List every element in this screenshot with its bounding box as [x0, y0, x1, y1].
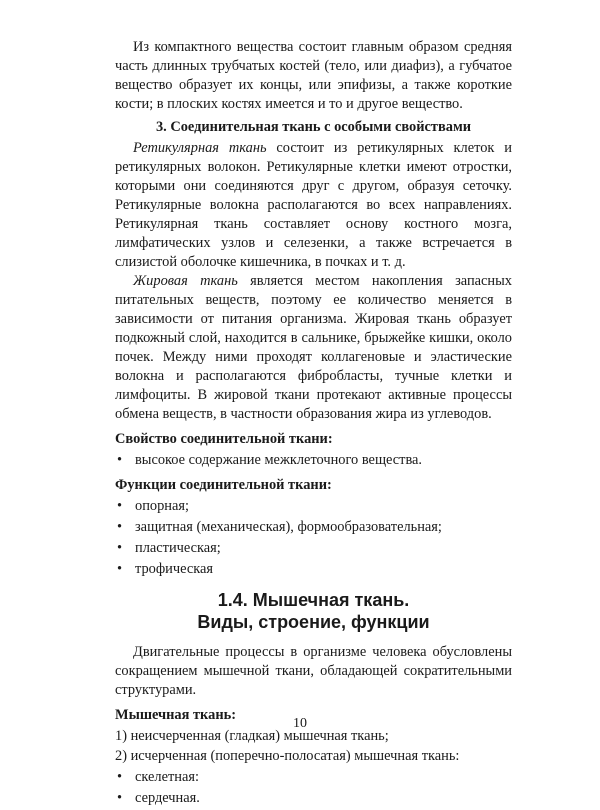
list-item: • высокое содержание межклеточного вещества. [117, 452, 423, 468]
intro-paragraph: Из компактного вещества состоит главным образом средняя часть длинных трубчатых костей (тело, или диафиз), а губчатое вещество образует их концы, или эпифизы, а также короткие кости; в плоских костях имеется и то и другое вещество. [115, 39, 512, 112]
bullet-icon: • [117, 540, 123, 556]
numbered-item-2: 2) исчерченная (поперечно-полосатая) мышечная ткань: [115, 748, 460, 764]
fat-text: является местом накопления запасных питательных веществ, поэтому ее количество меняется в зависимости от питания организма. Жировая ткань образует подкожный слой, находится в сальнике, брыжейке кишки, около почек. Между ними проходят коллагеновые и эластические волокна и располагаются фибробласты, тучные клетки и лимфоциты. В жировой ткани протекают активные процессы обмена веществ, в частности образования жира из углеводов. [115, 273, 512, 422]
fat-term: Жировая ткань [133, 273, 238, 289]
functions-list [115, 497, 512, 579]
bullet-icon: • [117, 769, 123, 785]
muscle-label: Мышечная ткань: [115, 707, 237, 723]
bullet-icon: • [117, 498, 123, 514]
section-heading: 3. Соединительная ткань с особыми свойствами [155, 119, 472, 135]
bullet-icon: • [117, 790, 123, 806]
list-item: • опорная; [117, 498, 189, 514]
chapter-intro: Двигательные процессы в организме человека обусловлены сокращением мышечной ткани, обладающей сократительными структурами. [115, 644, 512, 698]
reticular-text: состоит из ретикулярных клеток и ретикулярных волокон. Ретикулярные клетки имеют отростки, которыми они соединяются друг с другом, образуя сеточку. Ретикулярные волокна располагаются во всех направлениях. Ретикулярная ткань составляет основу костного мозга, лимфатических узлов и селезенки, а также встречается в слизистой оболочке кишечника, в почках и т. д. [115, 140, 512, 270]
list-item: • сердечная. [117, 790, 200, 806]
bullet-icon: • [117, 452, 123, 468]
numbered-item-1: 1) неисчерченная (гладкая) мышечная ткань; [115, 728, 389, 744]
list-item: • скелетная: [117, 769, 199, 785]
bullet-icon: • [117, 519, 123, 535]
property-label: Свойство соединительной ткани: [115, 431, 333, 447]
page-content [115, 38, 512, 810]
list-item: • трофическая [117, 561, 214, 577]
chapter-title-line1: 1.4. Мышечная ткань. [217, 590, 410, 610]
reticular-paragraph [115, 139, 512, 272]
page-number: 10 [293, 716, 307, 731]
fat-paragraph [115, 272, 512, 424]
list-item: • защитная (механическая), формообразовательная; [117, 519, 442, 535]
chapter-title-line2: Виды, строение, функции [197, 612, 430, 632]
functions-label: Функции соединительной ткани: [115, 477, 332, 493]
bullet-icon: • [117, 561, 123, 577]
chapter-title [115, 589, 512, 633]
list-item: • пластическая; [117, 540, 221, 556]
property-list [115, 451, 512, 470]
reticular-term: Ретикулярная ткань [133, 140, 267, 156]
muscle-sublist [115, 768, 512, 808]
